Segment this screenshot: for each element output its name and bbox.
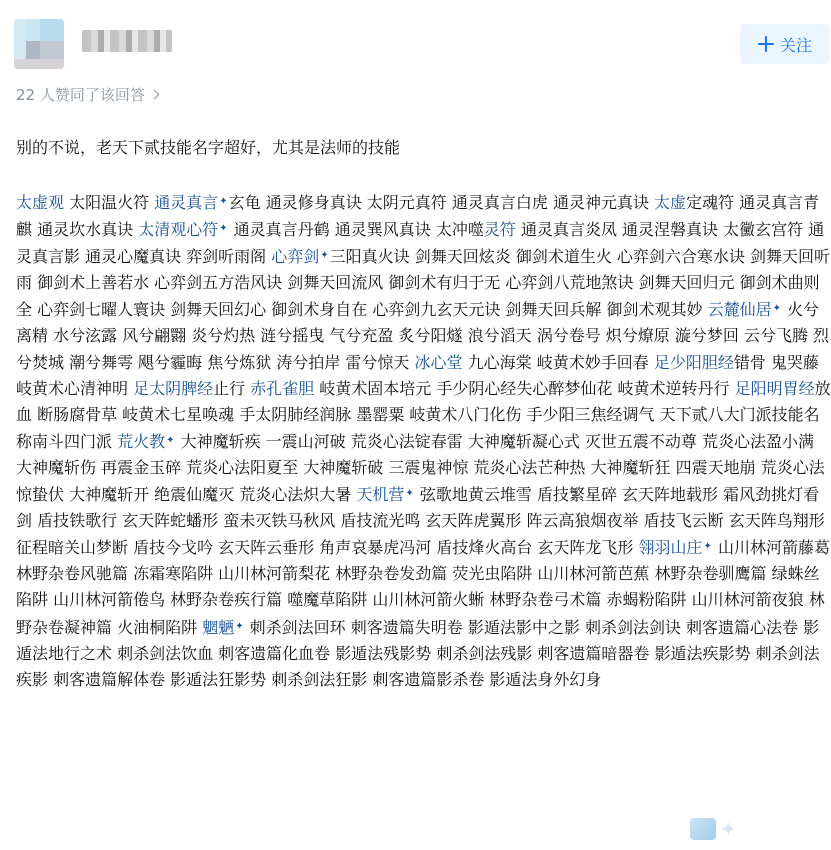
watermark (690, 814, 810, 844)
topic-link[interactable]: 天机营 (356, 485, 405, 505)
topic-link[interactable]: 魍魉 (202, 617, 235, 637)
watermark-text: ✦ (720, 817, 738, 841)
text-segment: 大神魔斩疾 一震山河破 荒炎心法锭春雷 大神魔斩凝心式 灭世五震不动尊 荒炎心法盈小满 大神魔斩伤 再震金玉碎 荒炎心法阳夏至 大神魔斩破 三震鬼神惊 荒炎心法芒种热 大神魔斩狂 四震天地崩 荒炎心法惊蛰伏 大神魔斩开 绝震仙魔灭 荒炎心法炽大暑 (16, 431, 825, 505)
topic-link[interactable]: 冰心堂 (414, 352, 463, 372)
text-segment: 定魂符 通灵真言青麒 通灵坎水真诀 (16, 193, 820, 240)
sparkle-icon: ✦ (166, 434, 175, 446)
text-segment: 放血 断肠腐骨草 岐黄术七星唤魂 手太阴肺经润脉 墨罂粟 岐黄术八门化伤 手少阳三焦经调气 天下贰八大门派技能名称南斗四门派 (16, 378, 831, 451)
topic-link[interactable]: 云麓仙居 (707, 300, 772, 320)
skill-list (16, 189, 831, 693)
sparkle-icon: ✦ (405, 488, 414, 500)
topic-link[interactable]: 太清观心符 (138, 220, 219, 240)
text-segment: 弦歌地黄云堆雪 盾技繁星碎 玄天阵地载形 霜风劲挑灯看剑 盾技铁歌行 玄天阵蛇蟠形 蛮未灭铁马秋风 盾技流光鸣 玄天阵虎翼形 阵云高狼烟夜举 盾技飞云断 玄天阵鸟翔形 征程暗关山梦断 盾技今戈吟 玄天阵云垂形 角声哀暴虎冯河 盾技烽火高台 玄天阵龙飞形 (16, 485, 825, 558)
plus-icon (758, 36, 774, 52)
sparkle-icon: ✦ (772, 303, 782, 315)
text-segment: 错骨 鬼哭藤 岐黄术心清神明 (16, 352, 819, 398)
sparkle-icon: ✦ (320, 250, 329, 262)
text-segment: 太阳温火符 (64, 193, 155, 212)
text-segment: 玄龟 通灵修身真诀 太阴元真符 通灵真言白虎 通灵神元真诀 (228, 193, 655, 212)
follow-label: 关注 (779, 35, 812, 55)
text-segment: 通灵真言丹鹤 通灵巽风真诀 太冲噬 (228, 220, 484, 240)
topic-link[interactable]: 太虚 (654, 193, 687, 212)
topic-link[interactable]: 足太阴脾经 (133, 378, 214, 398)
avatar[interactable] (14, 19, 64, 69)
topic-link[interactable]: 足少阳胆经 (653, 352, 734, 372)
follow-button[interactable] (740, 24, 830, 64)
text-segment: 火兮离精 水兮泫露 风兮翩翾 炎兮灼热 涟兮摇曳 气兮充盈 炙兮阳燧 浪兮滔天 涡兮卷号 炽兮燎原 漩兮梦回 云兮飞腾 烈兮焚城 潮兮舞雩 飓兮霾晦 焦兮炼狱 涛兮拍岸 雷兮惊天 (16, 300, 830, 372)
text-segment: 止行 (213, 378, 251, 398)
text-segment: 三阳真火诀 剑舞天回炫炎 御剑术道生火 心弈剑六合寒水诀 剑舞天回听雨 御剑术上善若水 心弈剑五方浩风诀 剑舞天回流风 御剑术有归于无 心弈剑八荒地煞诀 剑舞天回归元 御剑术曲则全 心弈剑七曜人寰诀 剑舞天回幻心 御剑术身自在 心弈剑九玄天元诀 剑舞天回兵解 御剑术观其妙 (16, 247, 831, 320)
text-segment: 岐黄术固本培元 手少阴心经失心醉梦仙花 岐黄术逆转丹行 (314, 378, 735, 398)
voters-text: 22 人赞同了该回答 (16, 86, 145, 104)
chevron-right-icon (149, 90, 159, 100)
watermark-logo-icon (690, 818, 716, 840)
topic-link[interactable]: 太虚观 (16, 193, 65, 212)
text-segment: 九心海棠 岐黄术妙手回春 (462, 352, 654, 372)
text-segment: 通灵真言炎凤 通灵涅磐真诀 太黴玄宫符 通灵真言影 通灵心魔真诀 弈剑听雨阁 (16, 220, 825, 267)
answer-header (0, 0, 831, 80)
sparkle-icon: ✦ (703, 541, 712, 553)
answer-intro: 别的不说，老天下贰技能名字超好，尤其是法师的技能 (16, 138, 401, 157)
topic-link[interactable]: 赤孔雀胆 (250, 378, 315, 398)
voters-link[interactable] (16, 84, 158, 105)
text-segment: 山川林河箭藤葛 林野杂卷风驰篇 冻霜寒陷阱 山川林河箭梨花 林野杂卷发劲篇 荧光虫陷阱 山川林河箭芭蕉 林野杂卷驯鹰篇 绿蛛丝陷阱 山川林河箭倦鸟 林野杂卷疾行篇 噬魔草陷阱 山川林河箭火蜥 林野杂卷弓术篇 赤蝎粉陷阱 山川林河箭夜狼 林野杂卷凝神篇 火油桐陷阱 (16, 538, 831, 637)
sparkle-icon: ✦ (219, 223, 228, 235)
topic-link[interactable]: 心弈剑 (271, 247, 320, 267)
topic-link[interactable]: 足阳明胃经 (734, 378, 815, 398)
text-segment: 刺杀剑法回环 刺客遗篇失明卷 影遁法影中之影 刺杀剑法剑诀 刺客遗篇心法卷 影遁法地行之术 刺杀剑法饮血 刺客遗篇化血卷 影遁法残影势 刺杀剑法残影 刺客遗篇暗器卷 影遁法疾影势 刺杀剑法疾影 刺客遗篇解体卷 影遁法狂影势 刺杀剑法狂影 刺客遗篇影杀卷 影遁法身外幻身 (16, 617, 820, 689)
sparkle-icon: ✦ (235, 620, 244, 632)
topic-link[interactable]: 翎羽山庄 (638, 538, 703, 558)
topic-link[interactable]: 灵符 (483, 220, 516, 240)
username-blurred[interactable] (82, 30, 172, 52)
topic-link[interactable]: 通灵真言 (154, 193, 219, 212)
sparkle-icon: ✦ (219, 196, 228, 207)
topic-link[interactable]: 荒火教 (117, 431, 166, 451)
